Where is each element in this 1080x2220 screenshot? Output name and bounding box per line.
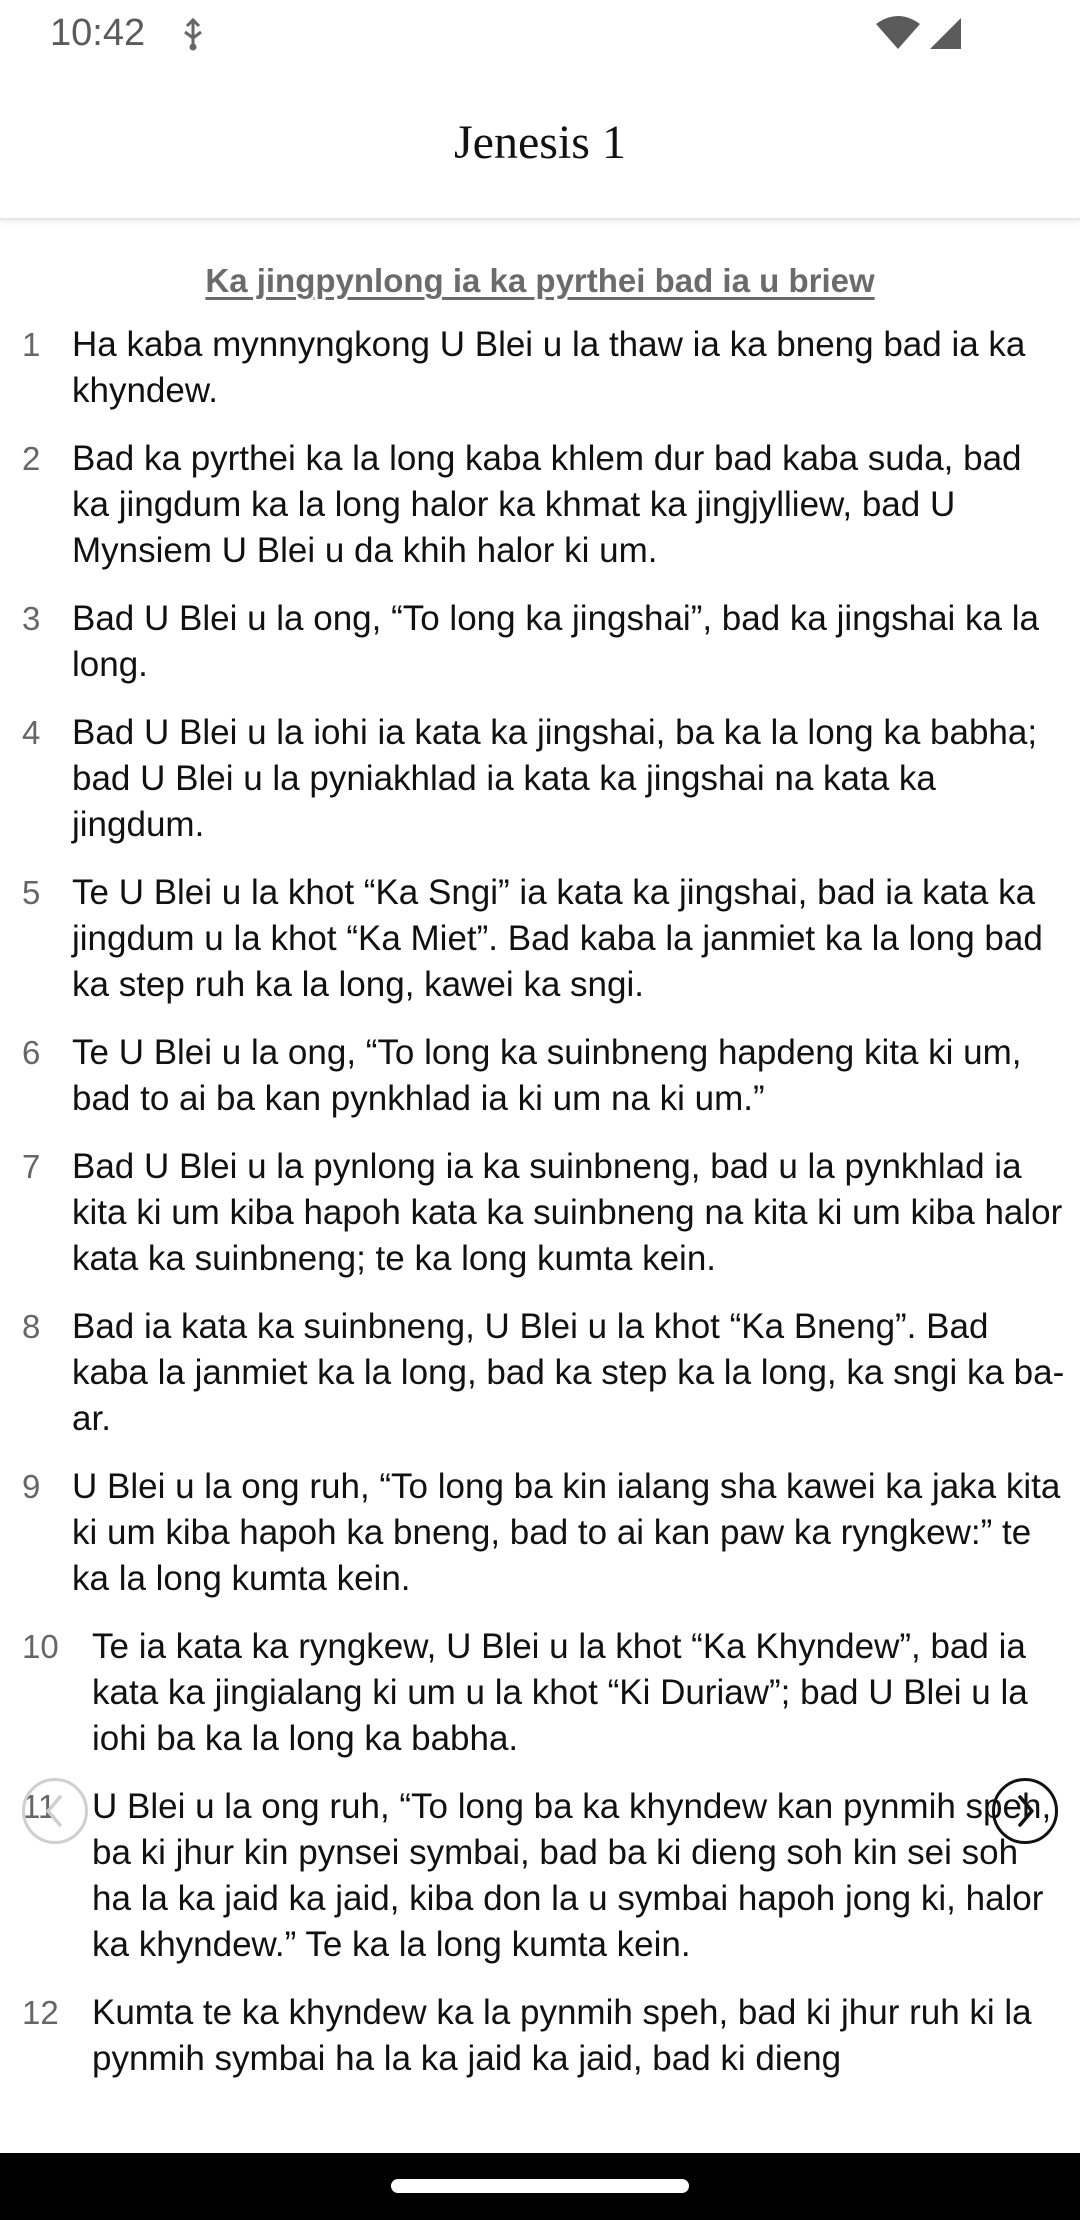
verse-text: Bad U Blei u la iohi ia kata ka jingshai, ba ka la long ka babha; bad U Blei u la pyniakhlad ia kata ka jingshai na kata ka jingdum.	[72, 713, 1038, 844]
status-time: 10:42	[50, 12, 146, 54]
chevron-right-icon	[1010, 1793, 1040, 1829]
verse-row[interactable]	[0, 436, 1080, 574]
cell-signal-icon	[928, 16, 962, 50]
verse-number: 1	[22, 326, 41, 363]
section-heading: Ka jingpynlong ia ka pyrthei bad ia u briew	[205, 262, 875, 299]
verse-number: 6	[22, 1034, 41, 1071]
verse-text: Bad U Blei u la pynlong ia ka suinbneng, bad u la pynkhlad ia kita ki um kiba hapoh kata ka suinbneng na kita ki um kiba halor kata ka suinbneng; te ka long kumta kein.	[72, 1147, 1063, 1278]
verse-row[interactable]	[0, 1990, 1080, 2082]
verse-number: 11	[22, 1788, 57, 1825]
verse-text: U Blei u la ong ruh, “To long ba kin ialang sha kawei ka jaka kita ki um kiba hapoh ka bneng, bad to ai kan paw ka ryngkew:” te ka la long kumta kein.	[72, 1467, 1061, 1598]
usb-debug-icon	[178, 18, 208, 52]
verse-row[interactable]	[0, 1030, 1080, 1122]
verse-number: 10	[22, 1628, 59, 1665]
verse-number: 2	[22, 440, 41, 477]
verse-text: Bad ka pyrthei ka la long kaba khlem dur bad kaba suda, bad ka jingdum ka la long halor ka khmat ka jingjylliew, bad U Mynsiem U Blei u da khih halor ki um.	[72, 439, 1022, 570]
app-header	[0, 70, 1080, 220]
verse-row[interactable]	[0, 322, 1080, 414]
verse-row[interactable]	[0, 596, 1080, 688]
previous-chapter-button[interactable]	[22, 1778, 88, 1844]
verse-row[interactable]	[0, 1464, 1080, 1602]
verse-row[interactable]	[0, 1304, 1080, 1442]
verse-row[interactable]	[0, 1144, 1080, 1282]
verse-row[interactable]	[0, 1624, 1080, 1762]
next-chapter-button[interactable]	[992, 1778, 1058, 1844]
verse-number: 8	[22, 1308, 41, 1345]
verse-number: 3	[22, 600, 41, 637]
verse-row[interactable]	[0, 1784, 1080, 1968]
verse-text: Bad ia kata ka suinbneng, U Blei u la khot “Ka Bneng”. Bad kaba la janmiet ka la long, bad ka step ka la long, ka sngi ka ba-ar.	[72, 1307, 1065, 1438]
home-gesture-handle[interactable]	[391, 2179, 689, 2193]
wifi-icon	[876, 16, 920, 50]
chapter-content[interactable]	[0, 262, 1080, 2152]
verse-number: 4	[22, 714, 41, 751]
chevron-left-icon	[40, 1793, 70, 1829]
status-bar	[0, 0, 1080, 70]
verse-text: Te ia kata ka ryngkew, U Blei u la khot “Ka Khyndew”, bad ia kata ka jingialang ki um u la khot “Ki Duriaw”; bad U Blei u la iohi ba ka la long ka babha.	[92, 1627, 1028, 1758]
chapter-title[interactable]: Jenesis 1	[454, 116, 626, 169]
verse-text: Ha kaba mynnyngkong U Blei u la thaw ia ka bneng bad ia ka khyndew.	[72, 325, 1026, 410]
verse-text: U Blei u la ong ruh, “To long ba ka khyndew kan pynmih speh, ba ki jhur kin pynsei symbai, bad ba ki dieng soh kin sei soh ha la ka jaid ka jaid, kiba don la u symbai hapoh jong ki, halor ka khyndew.” Te ka la long kumta kein.	[92, 1787, 1052, 1964]
verse-text: Bad U Blei u la ong, “To long ka jingshai”, bad ka jingshai ka la long.	[72, 599, 1039, 684]
verse-number: 12	[22, 1994, 59, 2031]
verse-text: Te U Blei u la khot “Ka Sngi” ia kata ka jingshai, bad ia kata ka jingdum u la khot “Ka Miet”. Bad kaba la janmiet ka la long bad ka step ruh ka la long, kawei ka sngi.	[72, 873, 1043, 1004]
verse-number: 7	[22, 1148, 41, 1185]
verse-row[interactable]	[0, 710, 1080, 848]
verse-text: Te U Blei u la ong, “To long ka suinbneng hapdeng kita ki um, bad to ai ba kan pynkhlad ia ki um na ki um.”	[72, 1033, 1022, 1118]
verse-row[interactable]	[0, 870, 1080, 1008]
verse-text: Kumta te ka khyndew ka la pynmih speh, bad ki jhur ruh ki la pynmih symbai ha la ka jaid ka jaid, bad ki dieng	[92, 1993, 1032, 2078]
verse-number: 9	[22, 1468, 41, 1505]
verse-number: 5	[22, 874, 41, 911]
system-nav-bar	[0, 2153, 1080, 2220]
